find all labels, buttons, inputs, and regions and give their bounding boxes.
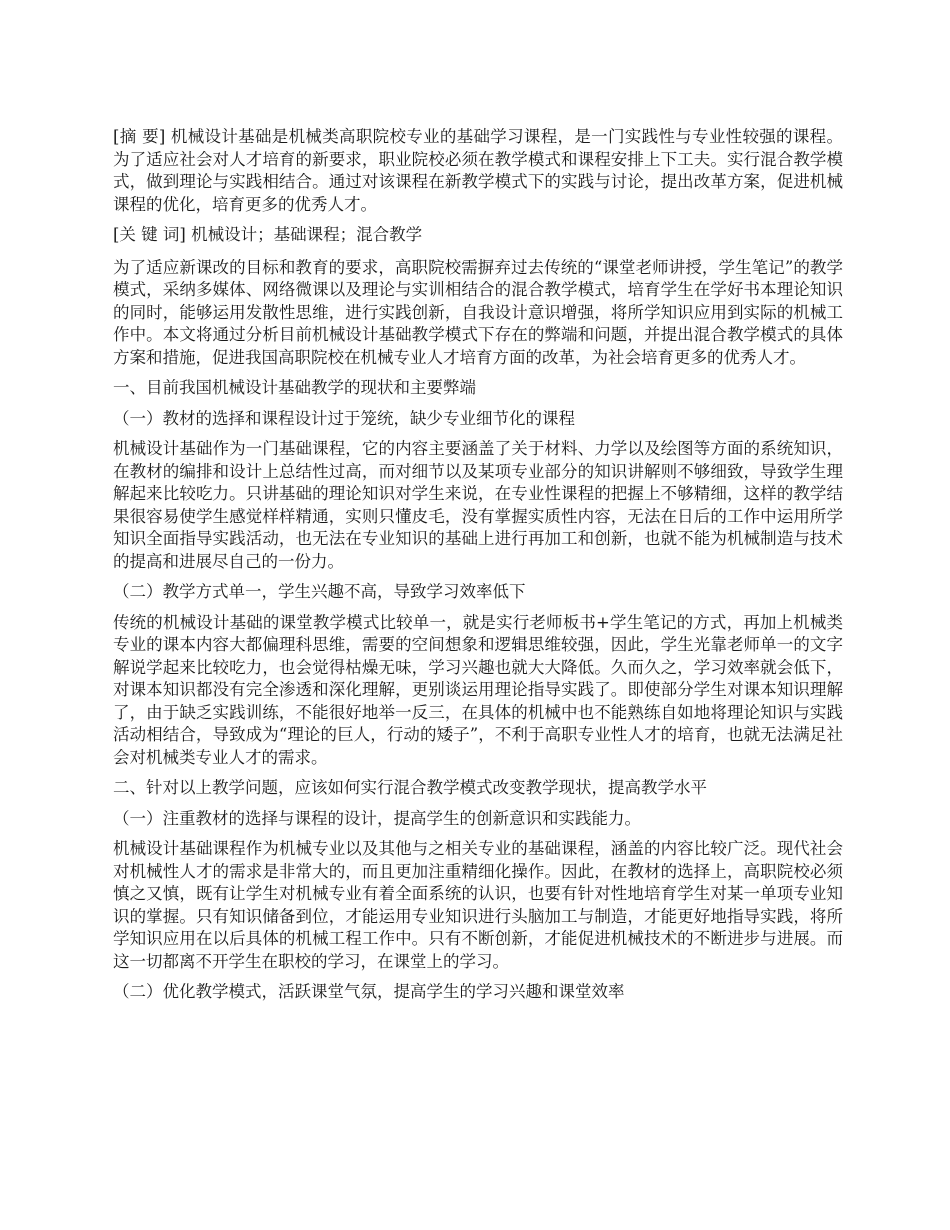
- section-2-paragraph-1: 机械设计基础课程作为机械专业以及其他与之相关专业的基础课程，涵盖的内容比较广泛。现代社会对机械性人才的需求是非常大的，而且更加注重精细化操作。因此，在教材的选择上，高职院校必须慎之又慎，既有让学生对机械专业有着全面系统的认识，也要有针对性地培育学生对某一单项专业知识的掌握。只有知识储备到位，才能运用专业知识进行头脑加工与制造，才能更好地指导实践，将所学知识应用在以后具体的机械工程工作中。只有不断创新，才能促进机械技术的不断进步与进展。而这一切都离不开学生在职校的学习，在课堂上的学习。: [113, 839, 843, 971]
- abstract-paragraph: [摘 要] 机械设计基础是机械类高职院校专业的基础学习课程，是一门实践性与专业性较强的课程。为了适应社会对人才培育的新要求，职业院校必须在教学模式和课程安排上下工夫。实行混合教学模式，做到理论与实践相结合。通过对该课程在新教学模式下的实践与讨论，提出改革方案，促进机械课程的优化，培育更多的优秀人才。: [113, 127, 843, 214]
- section-1-heading: 一、目前我国机械设计基础教学的现状和主要弊端: [113, 378, 476, 397]
- section-1-paragraph-1: 机械设计基础作为一门基础课程，它的内容主要涵盖了关于材料、力学以及绘图等方面的系统知识，在教材的编排和设计上总结性过高，而对细节以及某项专业部分的知识讲解则不够细致，导致学生理解起来比较吃力。只讲基础的理论知识对学生来说，在专业性课程的把握上不够精细，这样的教学结果很容易使学生感觉样样精通，实则只懂皮毛，没有掌握实质性内容，无法在日后的工作中运用所学知识全面指导实践活动，也无法在专业知识的基础上进行再加工和创新，也就不能为机械制造与技术的提高和进展尽自己的一份力。: [113, 439, 843, 571]
- intro-paragraph: 为了适应新课改的目标和教育的要求，高职院校需摒弃过去传统的“课堂老师讲授，学生笔记”的教学模式，采纳多媒体、网络微课以及理论与实训相结合的混合教学模式，培育学生在学好书本理论知识的同时，能够运用发散性思维，进行实践创新，自我设计意识增强，将所学知识应用到实际的机械工作中。本文将通过分析目前机械设计基础教学模式下存在的弊端和问题，并提出混合教学模式的具体方案和措施，促进我国高职院校在机械专业人才培育方面的改革，为社会培育更多的优秀人才。: [113, 257, 843, 367]
- section-2-subheading-1: （一）注重教材的选择与课程的设计，提高学生的创新意识和实践能力。: [113, 808, 641, 828]
- section-1-subheading-2: （二）教学方式单一，学生兴趣不高，导致学习效率低下: [113, 582, 526, 601]
- section-2-subheading-2: （二）优化教学模式，活跃课堂气氛，提高学生的学习兴趣和课堂效率: [113, 982, 625, 1001]
- section-1-paragraph-2: 传统的机械设计基础的课堂教学模式比较单一，就是实行老师板书+学生笔记的方式，再加上机械类专业的课本内容大都偏理科思维，需要的空间想象和逻辑思维较强，因此，学生光靠老师单一的文字解说学起来比较吃力，也会觉得枯燥无味，学习兴趣也就大大降低。久而久之，学习效率就会低下，对课本知识都没有完全渗透和深化理解，更别谈运用理论指导实践了。即使部分学生对课本知识理解了，由于缺乏实践训练，不能很好地举一反三，在具体的机械中也不能熟练自如地将理论知识与实践活动相结合，导致成为“理论的巨人，行动的矮子”，不利于高职专业性人才的培育，也就无法满足社会对机械类专业人才的需求。: [113, 612, 843, 767]
- section-2-heading: 二、针对以上教学问题，应该如何实行混合教学模式改变教学现状，提高教学水平: [113, 778, 707, 797]
- keywords-line: [关 键 词] 机械设计；基础课程；混合教学: [113, 225, 423, 244]
- document-body: [113, 126, 843, 1012]
- section-1-subheading-1: （一）教材的选择和课程设计过于笼统，缺少专业细节化的课程: [113, 408, 575, 428]
